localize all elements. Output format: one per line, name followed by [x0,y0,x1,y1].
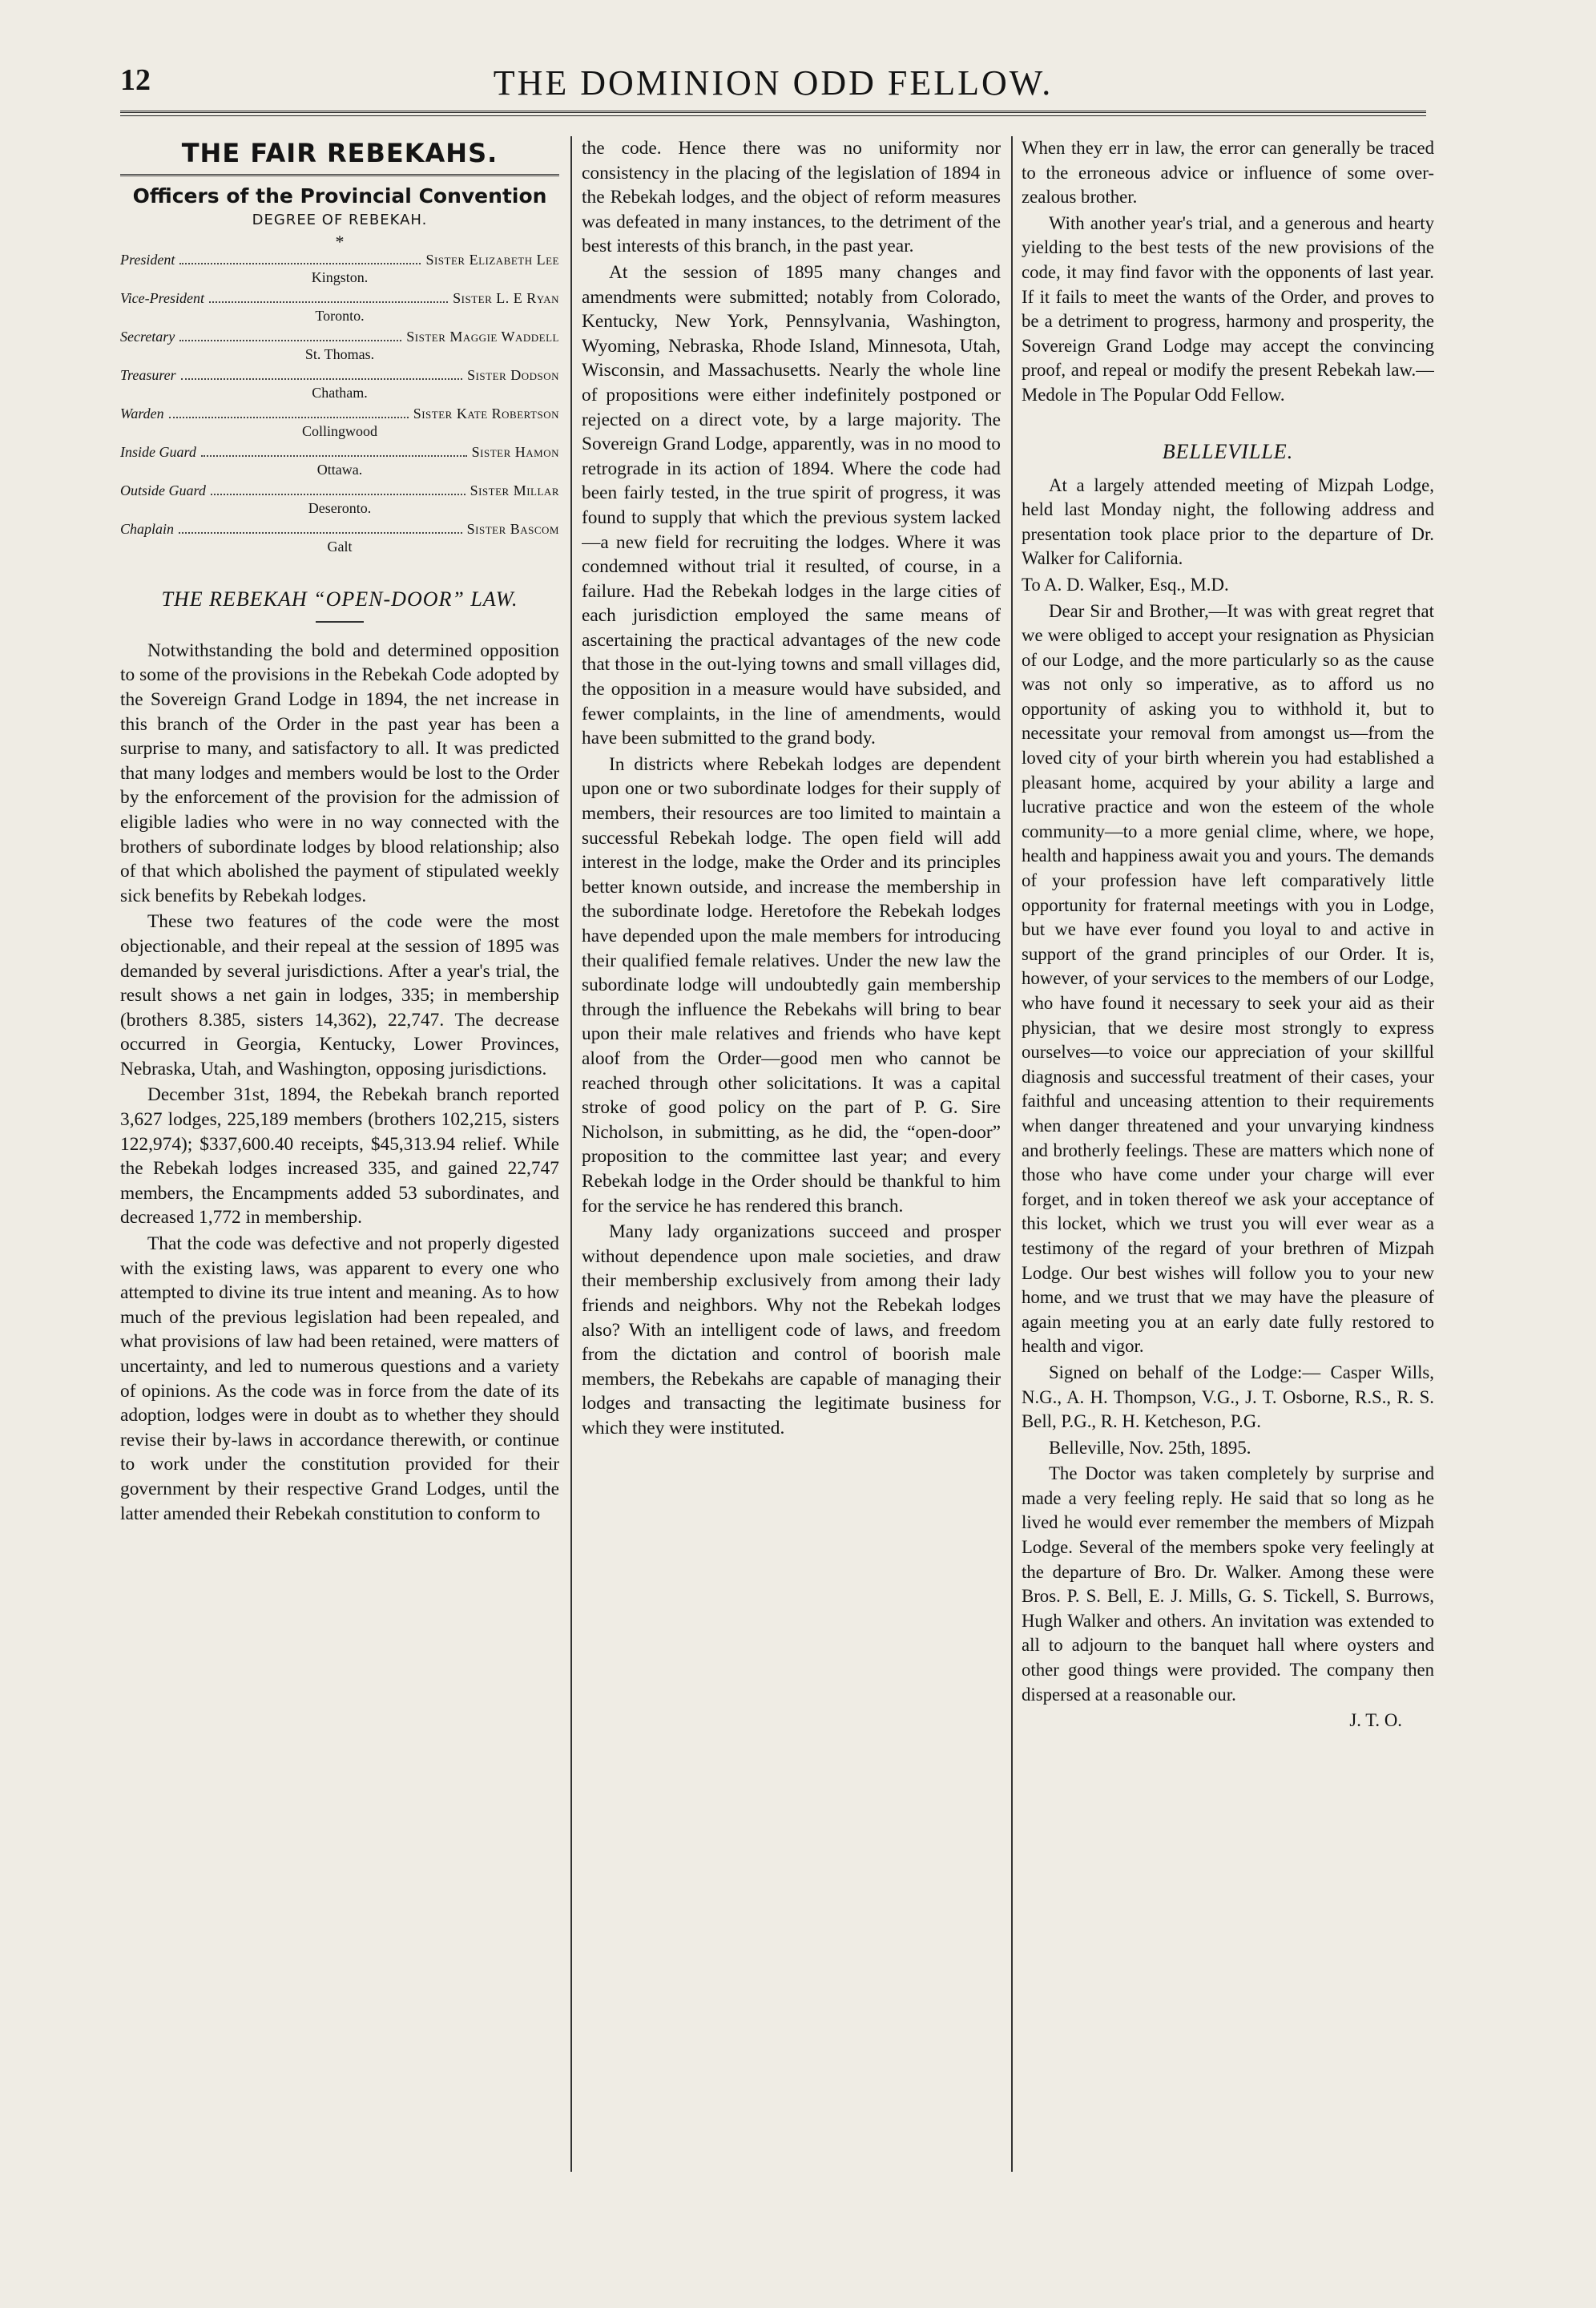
article-paragraph: At a largely attended meeting of Mizpah Lodge, held last Monday night, the following address and presentation took place prior to the departure of Dr. Walker for California. [1022,474,1434,569]
officer-role: Treasurer [120,366,176,383]
article-paragraph: These two features of the code were the most objectionable, and their repeal at the session of 1895 was demanded by several jurisdictions. After a year's trial, the result shows a net gain in lodges, 335; in membership (brothers 8.385, sisters 14,362), 22,747. The decrease occurred in Georgia, Kentucky, Lower Provinces, Nebraska, Utah, and Washington, opposing jurisdictions. [120,911,559,1079]
officer-town: Toronto. [315,307,365,324]
article-paragraph: In districts where Rebekah lodges are dependent upon one or two subordinate lodges for their supply of members, their resources are too limited to maintain a successful Rebekah lodge. The open field will add interest in the lodge, make the Order and its principles better known outside, and increase the membership in the subordinate lodge. Heretofore the Rebekah lodges have depended upon the male members for introducing their qualified female relatives. Under the new law the subordinate lodge will undoubtedly gain membership through the influence the Rebekahs will bring to bear upon their male relatives and friends who have kept aloof from the Order—good men who cannot be reached through other solicitations. It was a capital stroke of good policy on the part of P. G. Sire Nicholson, in submitting, as he did, the “open-door” proposition to the committee last year; and every Rebekah lodge in the Order should be thankful to him for the service he has rendered this branch. [582,753,1001,1217]
star-ornament: * [335,231,345,252]
officer-town: Kingston. [311,268,369,285]
convention-title: Officers of the Provincial Convention [132,184,547,208]
signatures: Signed on behalf of the Lodge:— Casper Wills, N.G., A. H. Thompson, V.G., J. T. Osborne, R.S., R. S. Bell, P.G., R. H. Ketcheson, P.G. [1022,1362,1434,1432]
officer-town: Collingwood [301,422,377,439]
officer-name: Sister Bascom [466,520,559,537]
column-2 [582,136,1001,2172]
officer-name: Sister Dodson [467,366,559,383]
header-rule [120,111,1426,116]
masthead: THE DOMINION ODD FELLOW. [493,63,1054,103]
officer-entry [120,405,559,440]
officer-entry [120,366,559,401]
officer-entry [120,289,559,325]
article-paragraph: That the code was defective and not properly digested with the existing laws, was apparent to every one who attempted to divine its true intent and meaning. As to how much of the previous legislation had been repealed, and what provisions of law had been retained, were matters of uncertainty, and led to numerous questions and a variety of opinions. As the code was in force from the date of its adoption, lodges were in doubt as to whether they should revise their by-laws in accordance therewith, or continue to work under the constitution provided for their government by their respective Grand Lodges, until the latter amended their Rebekah constitution to conform to [120,1233,559,1524]
officer-town: St. Thomas. [304,345,375,362]
article-paragraph: the code. Hence there was no uniformity nor consistency in the placing of the legislation of 1894 in the Rebekah lodges, and the object of reform measures was defeated in many instances, to the detriment of the best interests of this branch, in the past year. [582,138,1001,257]
officer-entry [120,328,559,363]
officer-name: Sister Hamon [471,443,559,460]
officer-role: Secretary [120,328,175,345]
officer-entry [120,520,559,555]
officer-role: Vice-President [120,289,204,306]
section-title: THE FAIR REBEKAHS. [181,138,498,168]
column-divider [570,136,572,2172]
officer-name: Sister L. E Ryan [453,289,559,306]
author-initials: J. T. O. [1349,1710,1402,1731]
page-number: 12 [120,63,151,97]
newspaper-page [120,56,1434,2180]
officer-town: Deseronto. [308,499,372,516]
article-paragraph: At the session of 1895 many changes and amendments were submitted; notably from Colorado, Kentucky, New York, Pennsylvania, Washington, Wyoming, Nebraska, Rhode Island, Minnesota, Utah, Wisconsin, and Massachusetts. Nearly the whole line of propositions were either indefinitely postponed or rejected on a direct vote, by a large majority. The Sovereign Grand Lodge, apparently, was in no mood to retrograde in its action of 1894. Where the code had been fairly tested, in the true spirit of progress, it was found to supply that which the previous system lacked—a new field for recruiting the lodges. Where it was condemned without trial it resulted, of course, in a failure. Had the Rebekah lodges in the large cities of each jurisdiction employed the same means of ascertaining the practical advantages of the new code that those in the out-lying towns and small villages did, the opposition in a measure would have subsided, and fewer complaints, in the line of amendments, would have been submitted to the grand body. [582,261,1001,749]
officer-town: Ottawa. [316,461,363,478]
officer-entry [120,482,559,517]
officer-entry [120,443,559,478]
column-1 [120,136,559,2172]
addressee: To A. D. Walker, Esq., M.D. [1022,574,1229,595]
officer-role: Outside Guard [120,482,206,498]
article-paragraph: The Doctor was taken completely by surprise and made a very feeling reply. He said that so long as he lived he would ever remember the members of Mizpah Lodge. Several of the members spoke very feelingly at the departure of Bro. Dr. Walker. Among these were Bros. P. S. Bell, E. J. Mills, G. S. Tickell, S. Burrows, Hugh Walker and others. An invitation was extended to all to adjourn to the banquet hall where oysters and other good things were provided. The company then dispersed at a reasonable our. [1022,1463,1434,1705]
officer-list [120,251,559,555]
officer-entry [120,251,559,286]
officer-name: Sister Maggie Waddell [406,328,559,345]
officer-role: President [120,251,175,268]
officer-role: Inside Guard [120,443,196,460]
article-title: THE REBEKAH “OPEN-DOOR” LAW. [161,587,518,611]
article-paragraph: With another year's trial, and a generous and hearty yielding to the best tests of the new provisions of the code, it may find favor with the opponents of last year. If it fails to meet the wants of the Order, and proves to be a detriment to progress, harmony and prosperity, the Sovereign Grand Lodge may accept the convincing proof, and repeal or modify the present Rebekah law.—Medole in The Popular Odd Fellow. [1022,212,1434,405]
officer-role: Warden [120,405,164,422]
letter-body: Dear Sir and Brother,—It was with great regret that we were obliged to accept your resignation as Physician of our Lodge, and the more particularly so as the cause was not only so imperative, as to afford us no opportunity of asking you to withhold it, but to necessitate your removal from amongst us—from the loved city of your birth wherein you had established a pleasant home, acquired by your ability a large and lucrative practice and won the esteem of the whole community—to a more genial clime, where, we hope, health and happiness await you and yours. The demands of your profession have left comparatively little opportunity for fraternal meetings with you in Lodge, but we have ever found you loyal to and active in support of the grand principles of our Order. It is, however, of your services to the members of our Lodge, who have found it necessary to seek your aid as their physician, that we desire most strongly to express ourselves—to voice our appreciation of your skillful diagnosis and successful treatment of their cases, your faithful and unceasing attention to their requirements when danger threatened and your unvarying kindness and brotherly feelings. These are matters which none of those who have come under your charge will ever forget, and in token thereof we ask your acceptance of this locket, which we trust you will ever wear as a testimony of the regard of your brethren of Mizpah Lodge. Our best wishes will follow you to your new home, and we trust that we may have the pleasure of again meeting you at an early date fully restored to health and vigor. [1022,600,1434,1357]
section-rule [120,174,559,180]
officer-role: Chaplain [120,520,175,537]
officer-name: Sister Kate Robertson [413,405,559,422]
title-rule [316,621,364,623]
article-paragraph: December 31st, 1894, the Rebekah branch reported 3,627 lodges, 225,189 members (brothers 102,215, sisters 122,974); $337,600.40 receipts, $45,313.94 relief. While the Rebekah lodges increased 335, and gained 22,747 members, the Encampments added 53 subordinates, and decreased 1,772 in membership. [120,1084,559,1229]
convention-subtitle: DEGREE OF REBEKAH. [252,212,428,229]
officer-name: Sister Millar [470,482,559,498]
article-paragraph: When they err in law, the error can generally be traced to the erroneous advice or influence of some over-zealous brother. [1022,138,1434,208]
article-paragraph: Notwithstanding the bold and determined opposition to some of the provisions in the Rebekah Code adopted by the Sovereign Grand Lodge in 1894, the net increase in this branch of the Order in the past year has been a surprise to many, and satisfactory to all. It was predicted that many lodges and members would be lost to the Order by the enforcement of the provision for the admission of eligible ladies who were in no way connected with the brothers of subordinate lodges by blood relationship; also of that which abolished the payment of stipulated weekly sick benefits by Rebekah lodges. [120,640,559,906]
officer-town: Galt [327,538,353,555]
article-title: BELLEVILLE. [1162,439,1294,463]
column-divider [1011,136,1013,2172]
page-header [120,56,1426,120]
dateline: Belleville, Nov. 25th, 1895. [1049,1437,1251,1458]
officer-town: Chatham. [312,384,368,401]
column-3 [1022,136,1434,2172]
officer-name: Sister Elizabeth Lee [425,251,559,268]
article-paragraph: Many lady organizations succeed and prosper without dependence upon male societies, and draw their membership exclusively from among their lady friends and neighbors. Why not the Rebekah lodges also? With an intelligent code of laws, and freedom from the dictation and control of boorish male members, the Rebekahs are capable of managing their lodges and transacting the legitimate business for which they were instituted. [582,1221,1001,1438]
